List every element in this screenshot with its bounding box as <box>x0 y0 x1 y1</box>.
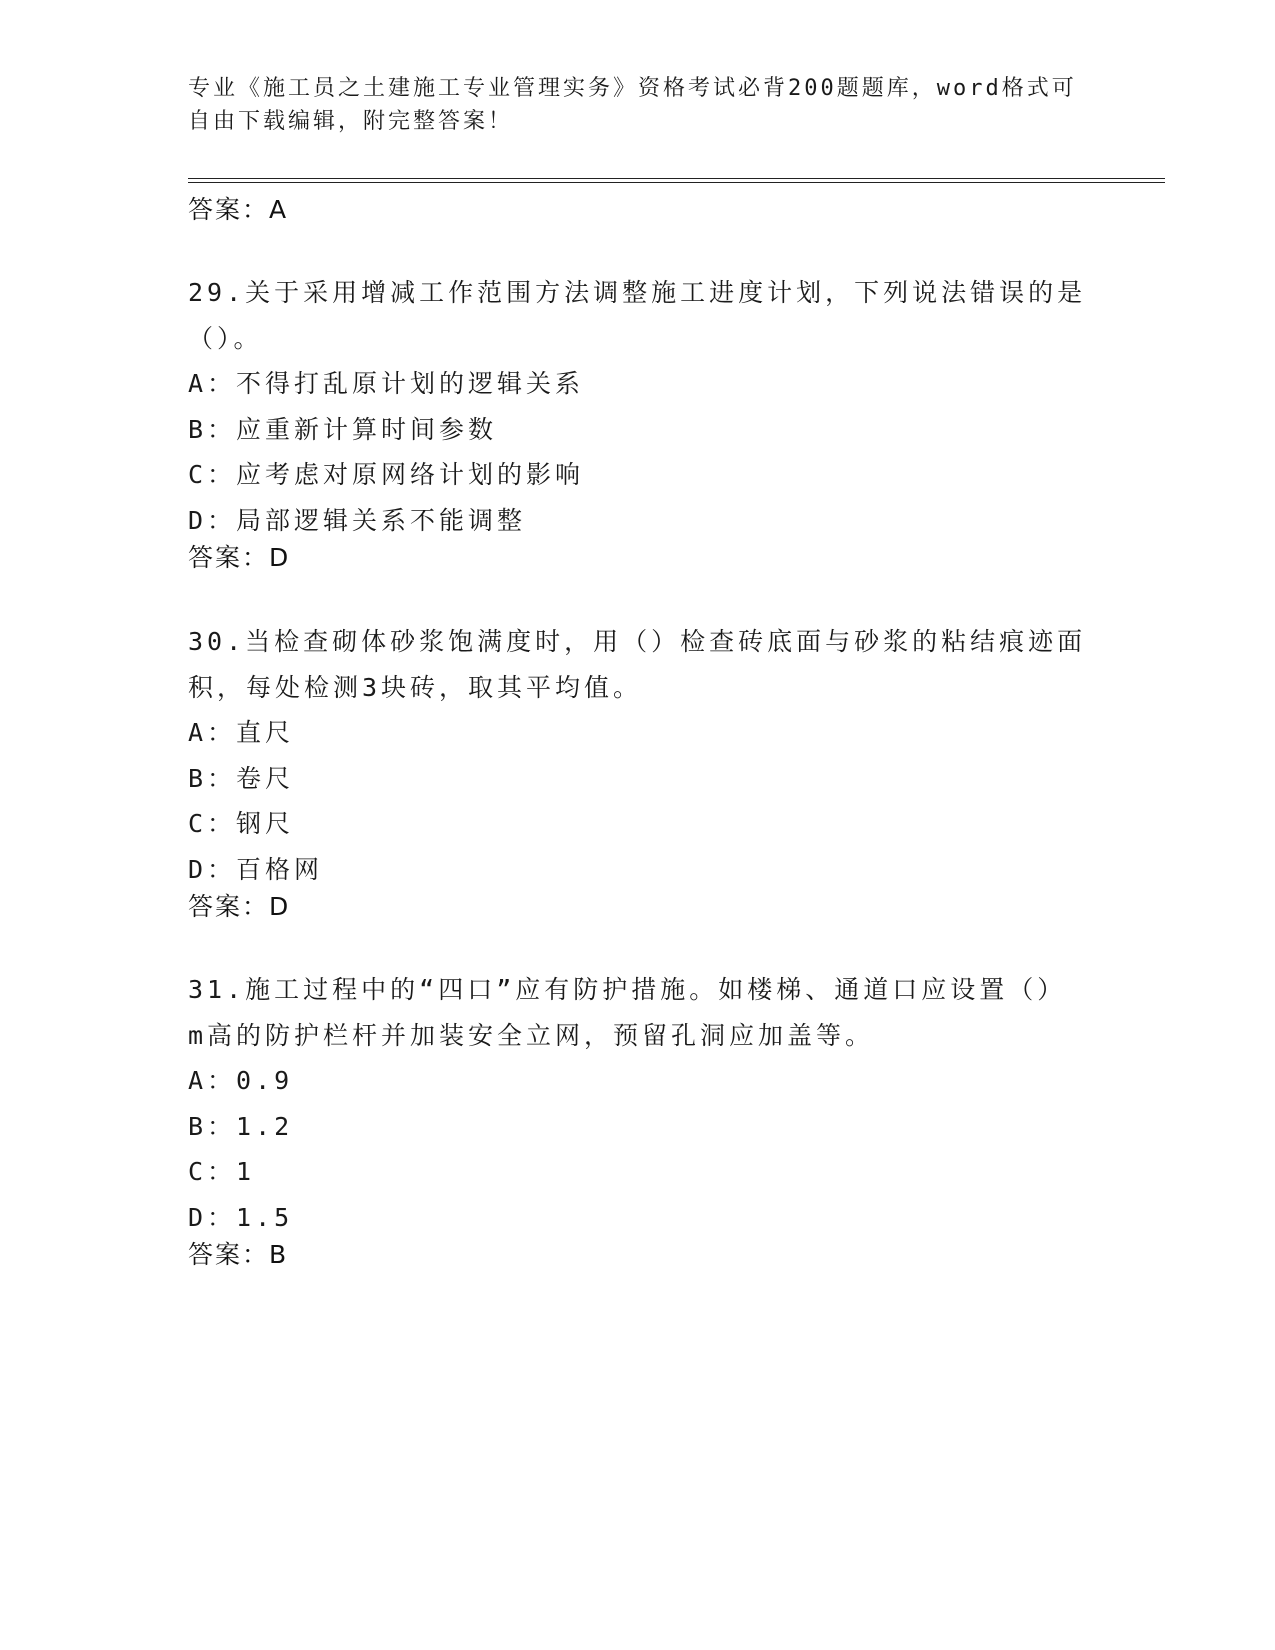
option-b: B：卷尺 <box>188 763 295 793</box>
option-a: A：直尺 <box>188 718 295 747</box>
option-d: D：1.5 <box>188 1202 294 1232</box>
option-b: B：1.2 <box>188 1111 294 1141</box>
header-divider <box>188 178 1165 183</box>
option-c: C：钢尺 <box>188 809 295 838</box>
option-c: C：应考虑对原网络计划的影响 <box>188 460 585 489</box>
question-stem-line-1: 31.施工过程中的“四口”应有防护措施。如楼梯、通道口应设置（） <box>188 975 1067 1004</box>
question-stem-line-2: （）。 <box>188 323 263 353</box>
question-stem <box>188 619 1088 710</box>
question-31 <box>188 967 1088 1240</box>
question-29-answer: 答案：D <box>188 543 291 572</box>
question-31-answer: 答案：B <box>188 1240 289 1269</box>
option-b: B：应重新计算时间参数 <box>188 414 498 444</box>
option-c: C：1 <box>188 1157 256 1186</box>
header-line-1: 专业《施工员之土建施工专业管理实务》资格考试必背200题题库，word格式可 <box>188 76 1077 101</box>
option-a: A：0.9 <box>188 1066 294 1095</box>
question-stem-line-2: 积，每处检测3块砖，取其平均值。 <box>188 672 643 702</box>
prev-question-answer: 答案：A <box>188 195 289 224</box>
question-stem-line-1: 29.关于采用增减工作范围方法调整施工进度计划，下列说法错误的是 <box>188 278 1087 307</box>
question-stem-line-1: 30.当检查砌体砂浆饱满度时，用（）检查砖底面与砂浆的粘结痕迹面 <box>188 627 1087 656</box>
question-29 <box>188 270 1088 543</box>
question-30 <box>188 619 1088 892</box>
question-30-answer: 答案：D <box>188 892 291 921</box>
question-stem-line-2: m高的防护栏杆并加装安全立网，预留孔洞应加盖等。 <box>188 1020 875 1050</box>
question-stem <box>188 270 1088 361</box>
page-header <box>188 72 1088 138</box>
option-a: A：不得打乱原计划的逻辑关系 <box>188 369 585 398</box>
option-d: D：百格网 <box>188 854 324 884</box>
option-d: D：局部逻辑关系不能调整 <box>188 505 527 535</box>
header-line-2: 自由下载编辑，附完整答案！ <box>188 109 514 134</box>
question-stem <box>188 967 1088 1058</box>
